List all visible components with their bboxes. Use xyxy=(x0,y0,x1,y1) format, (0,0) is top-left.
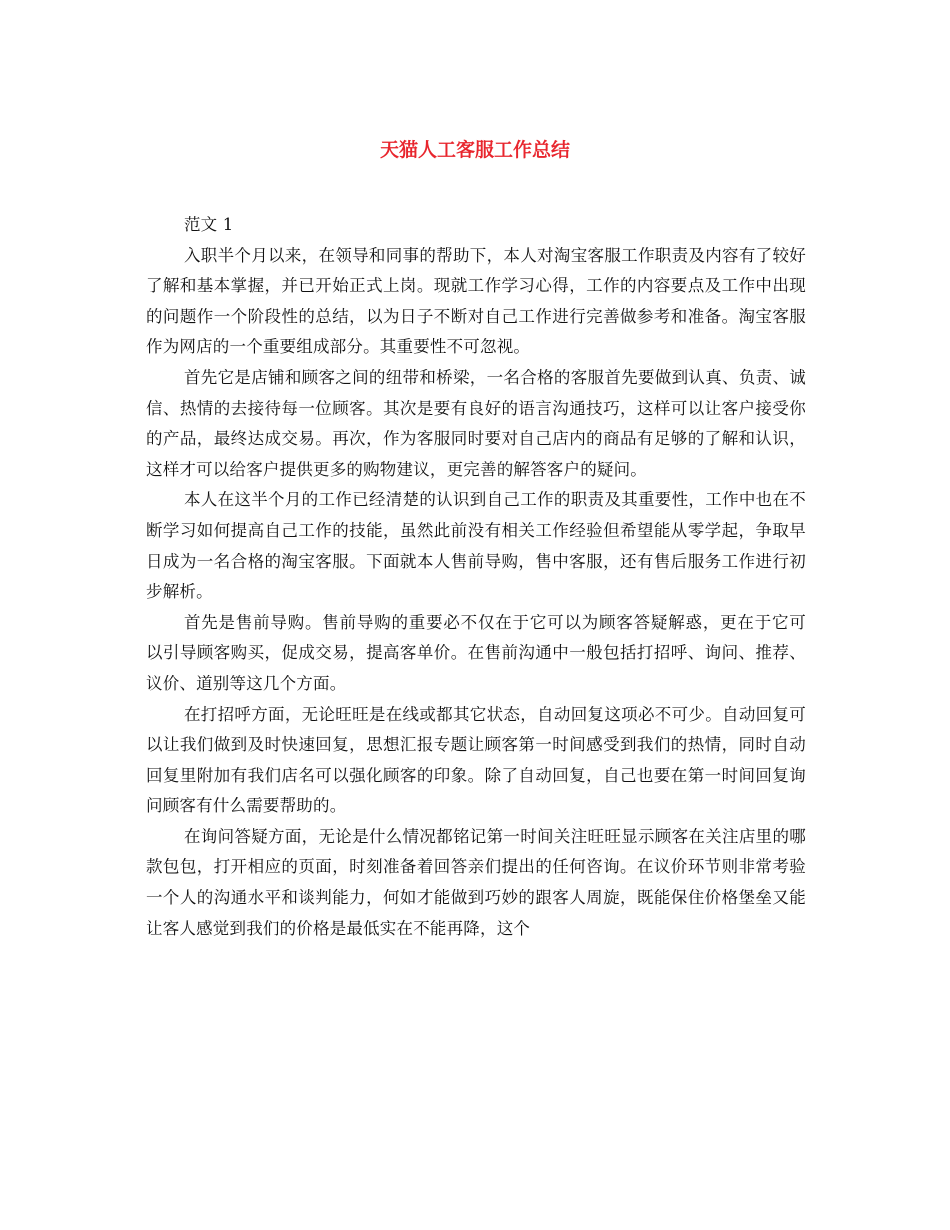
document-body xyxy=(146,210,806,944)
paragraph: 在询问答疑方面，无论是什么情况都铭记第一时间关注旺旺显示顾客在关注店里的哪款包包，打开相应的页面，时刻准备着回答亲们提出的任何咨询。在议价环节则非常考验一个人的沟通水平和谈判能力，何如才能做到巧妙的跟客人周旋，既能保住价格堡垒又能让客人感觉到我们的价格是最低实在不能再降，这个 xyxy=(146,826,806,938)
paragraph: 入职半个月以来，在领导和同事的帮助下，本人对淘宝客服工作职责及内容有了较好了解和基本掌握，并已开始正式上岗。现就工作学习心得，工作的内容要点及工作中出现的问题作一个阶段性的总结，以为日子不断对自己工作进行完善做参考和准备。淘宝客服作为网店的一个重要组成部分。其重要性不可忽视。 xyxy=(146,245,806,357)
paragraph: 首先它是店铺和顾客之间的纽带和桥梁，一名合格的客服首先要做到认真、负责、诚信、热情的去接待每一位顾客。其次是要有良好的语言沟通技巧，这样可以让客户接受你的产品，最终达成交易。再次，作为客服同时要对自己店内的商品有足够的了解和认识，这样才可以给客户提供更多的购物建议，更完善的解答客户的疑问。 xyxy=(146,367,806,479)
paragraph-label: 范文 1 xyxy=(183,215,234,234)
paragraph: 首先是售前导购。售前导购的重要必不仅在于它可以为顾客答疑解惑，更在于它可 以引导顾客购买，促成交易，提高客单价。在售前沟通中一般包括打招呼、询问、推荐、议价、道别等这几个方面。 xyxy=(146,612,806,693)
paragraph: 在打招呼方面，无论旺旺是在线或都其它状态，自动回复这项必不可少。自动回复可以让我们做到及时快速回复，思想汇报专题让顾客第一时间感受到我们的热情，同时自动回复里附加有我们店名可以强化顾客的印象。除了自动回复，自己也要在第一时间回复询问顾客有什么需要帮助的。 xyxy=(146,704,806,816)
paragraph: 本人在这半个月的工作已经清楚的认识到自己工作的职责及其重要性，工作中也在不断学习如何提高自己工作的技能，虽然此前没有相关工作经验但希望能从零学起，争取早日成为一名合格的淘宝客服。下面就本人售前导购，售中客服，还有售后服务工作进行初步解析。 xyxy=(146,490,806,602)
document-title: 天猫人工客服工作总结 xyxy=(379,139,570,161)
